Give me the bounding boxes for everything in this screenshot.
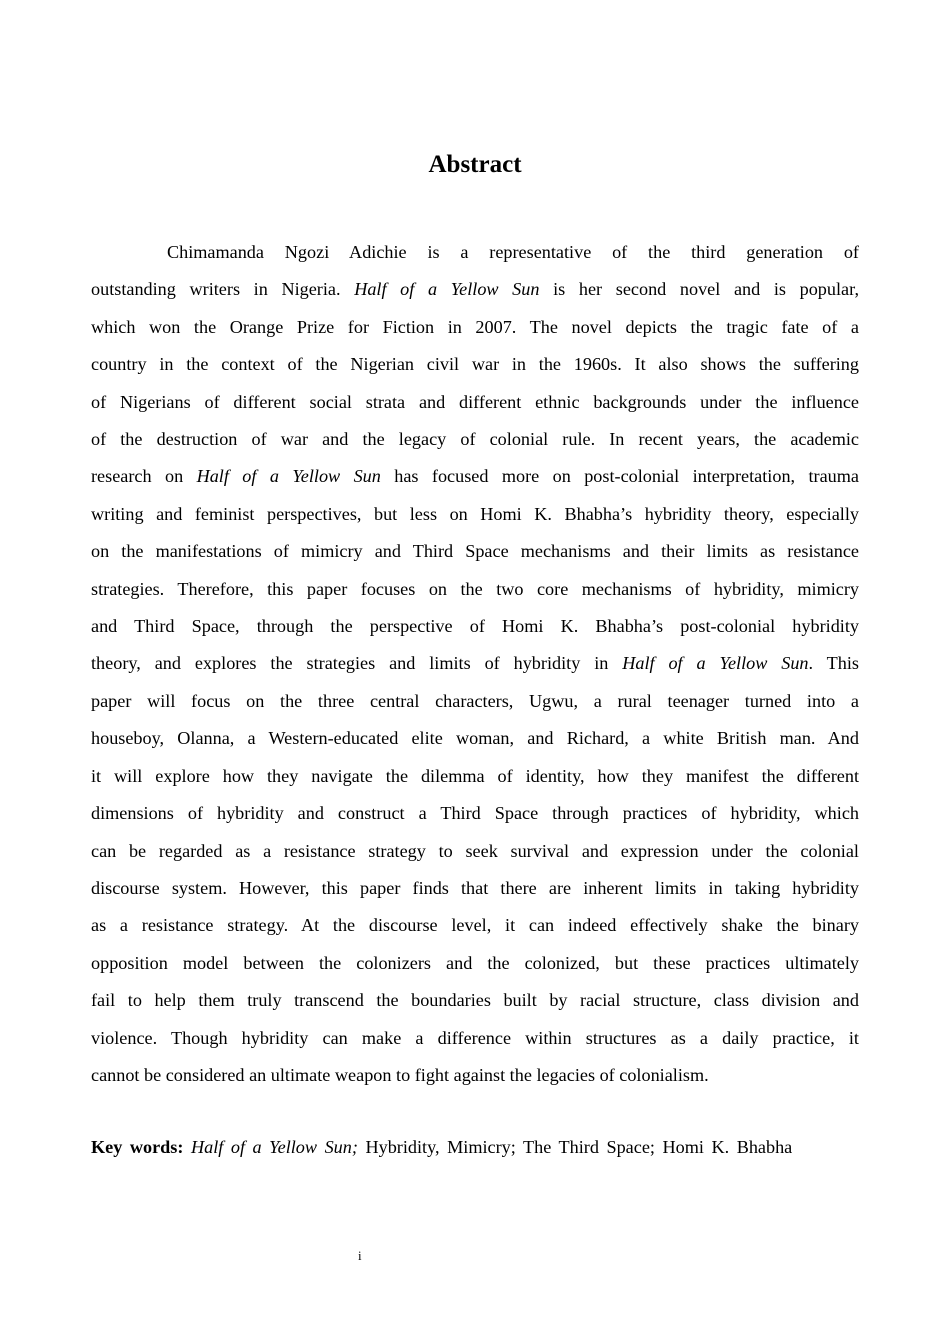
italic-title-text: Half of a Yellow Sun xyxy=(354,279,540,300)
abstract-line xyxy=(91,645,859,682)
abstract-line xyxy=(91,758,859,795)
keywords-label: Key words: xyxy=(91,1137,184,1157)
abstract-text: writing and feminist perspectives, but less on Homi K. Bhabha’s hybridity theory, especially xyxy=(91,503,859,524)
abstract-text: is her second novel and is popular, xyxy=(539,279,859,300)
abstract-line xyxy=(91,421,859,458)
abstract-line xyxy=(91,870,859,907)
abstract-line xyxy=(91,720,859,757)
abstract-line xyxy=(91,496,859,533)
abstract-line xyxy=(91,458,859,495)
abstract-text: . This xyxy=(808,653,859,674)
abstract-text: paper will focus on the three central characters, Ugwu, a rural teenager turned into a xyxy=(91,690,859,711)
keywords-italic-term: Half of a Yellow Sun; xyxy=(190,1137,358,1157)
abstract-line xyxy=(91,982,859,1019)
abstract-line xyxy=(91,608,859,645)
abstract-line xyxy=(91,346,859,383)
abstract-text: cannot be considered an ultimate weapon to fight against the legacies of colonialism. xyxy=(91,1064,709,1085)
abstract-text: Chimamanda Ngozi Adichie is a representative of the third generation of xyxy=(167,242,859,262)
abstract-paragraph xyxy=(91,234,859,1094)
abstract-text: discourse system. However, this paper finds that there are inherent limits in taking hybridity xyxy=(91,877,859,898)
abstract-line xyxy=(91,309,859,346)
abstract-text: dimensions of hybridity and construct a Third Space through practices of hybridity, which xyxy=(91,803,859,824)
page-title: Abstract xyxy=(428,151,522,178)
abstract-text: as a resistance strategy. At the discourse level, it can indeed effectively shake the binary xyxy=(91,915,859,936)
abstract-text: of Nigerians of different social strata and different ethnic backgrounds under the influence xyxy=(91,391,859,412)
abstract-text: theory, and explores the strategies and limits of hybridity in xyxy=(91,653,623,674)
abstract-text: country in the context of the Nigerian civil war in the 1960s. It also shows the suffering xyxy=(91,354,859,375)
abstract-text: can be regarded as a resistance strategy to seek survival and expression under the colonial xyxy=(91,840,859,861)
abstract-text: strategies. Therefore, this paper focuses on the two core mechanisms of hybridity, mimicry xyxy=(91,578,859,599)
abstract-text: and Third Space, through the perspective of Homi K. Bhabha’s post-colonial hybridity xyxy=(91,616,859,637)
abstract-line xyxy=(91,1057,859,1094)
abstract-line xyxy=(91,683,859,720)
keywords-line xyxy=(91,1129,859,1166)
abstract-text: of the destruction of war and the legacy of colonial rule. In recent years, the academic xyxy=(91,429,859,450)
abstract-line xyxy=(91,945,859,982)
abstract-text: opposition model between the colonizers and the colonized, but these practices ultimately xyxy=(91,952,859,973)
page-number: i xyxy=(358,1248,362,1263)
abstract-line xyxy=(91,1020,859,1057)
italic-title-text: Half of a Yellow Sun xyxy=(622,653,809,674)
abstract-text: fail to help them truly transcend the boundaries built by racial structure, class division and xyxy=(91,990,859,1011)
italic-title-text: Half of a Yellow Sun xyxy=(196,466,381,487)
abstract-text: outstanding writers in Nigeria. xyxy=(91,279,355,300)
abstract-text: it will explore how they navigate the dilemma of identity, how they manifest the different xyxy=(91,765,859,786)
abstract-line xyxy=(91,384,859,421)
abstract-line xyxy=(91,271,859,308)
abstract-text: houseboy, Olanna, a Western-educated elite woman, and Richard, a white British man. And xyxy=(91,728,859,749)
abstract-text: violence. Though hybridity can make a difference within structures as a daily practice, it xyxy=(91,1027,859,1048)
keywords-list: Hybridity, Mimicry; The Third Space; Homi K. Bhabha xyxy=(357,1137,793,1157)
abstract-text: has focused more on post-colonial interpretation, trauma xyxy=(380,466,859,487)
abstract-line xyxy=(91,234,859,271)
abstract-line xyxy=(91,795,859,832)
abstract-text: research on xyxy=(91,466,197,487)
abstract-line xyxy=(91,571,859,608)
abstract-text: on the manifestations of mimicry and Third Space mechanisms and their limits as resistance xyxy=(91,541,859,562)
abstract-line xyxy=(91,833,859,870)
abstract-text: which won the Orange Prize for Fiction in 2007. The novel depicts the tragic fate of a xyxy=(91,316,859,337)
abstract-line xyxy=(91,533,859,570)
abstract-line xyxy=(91,907,859,944)
